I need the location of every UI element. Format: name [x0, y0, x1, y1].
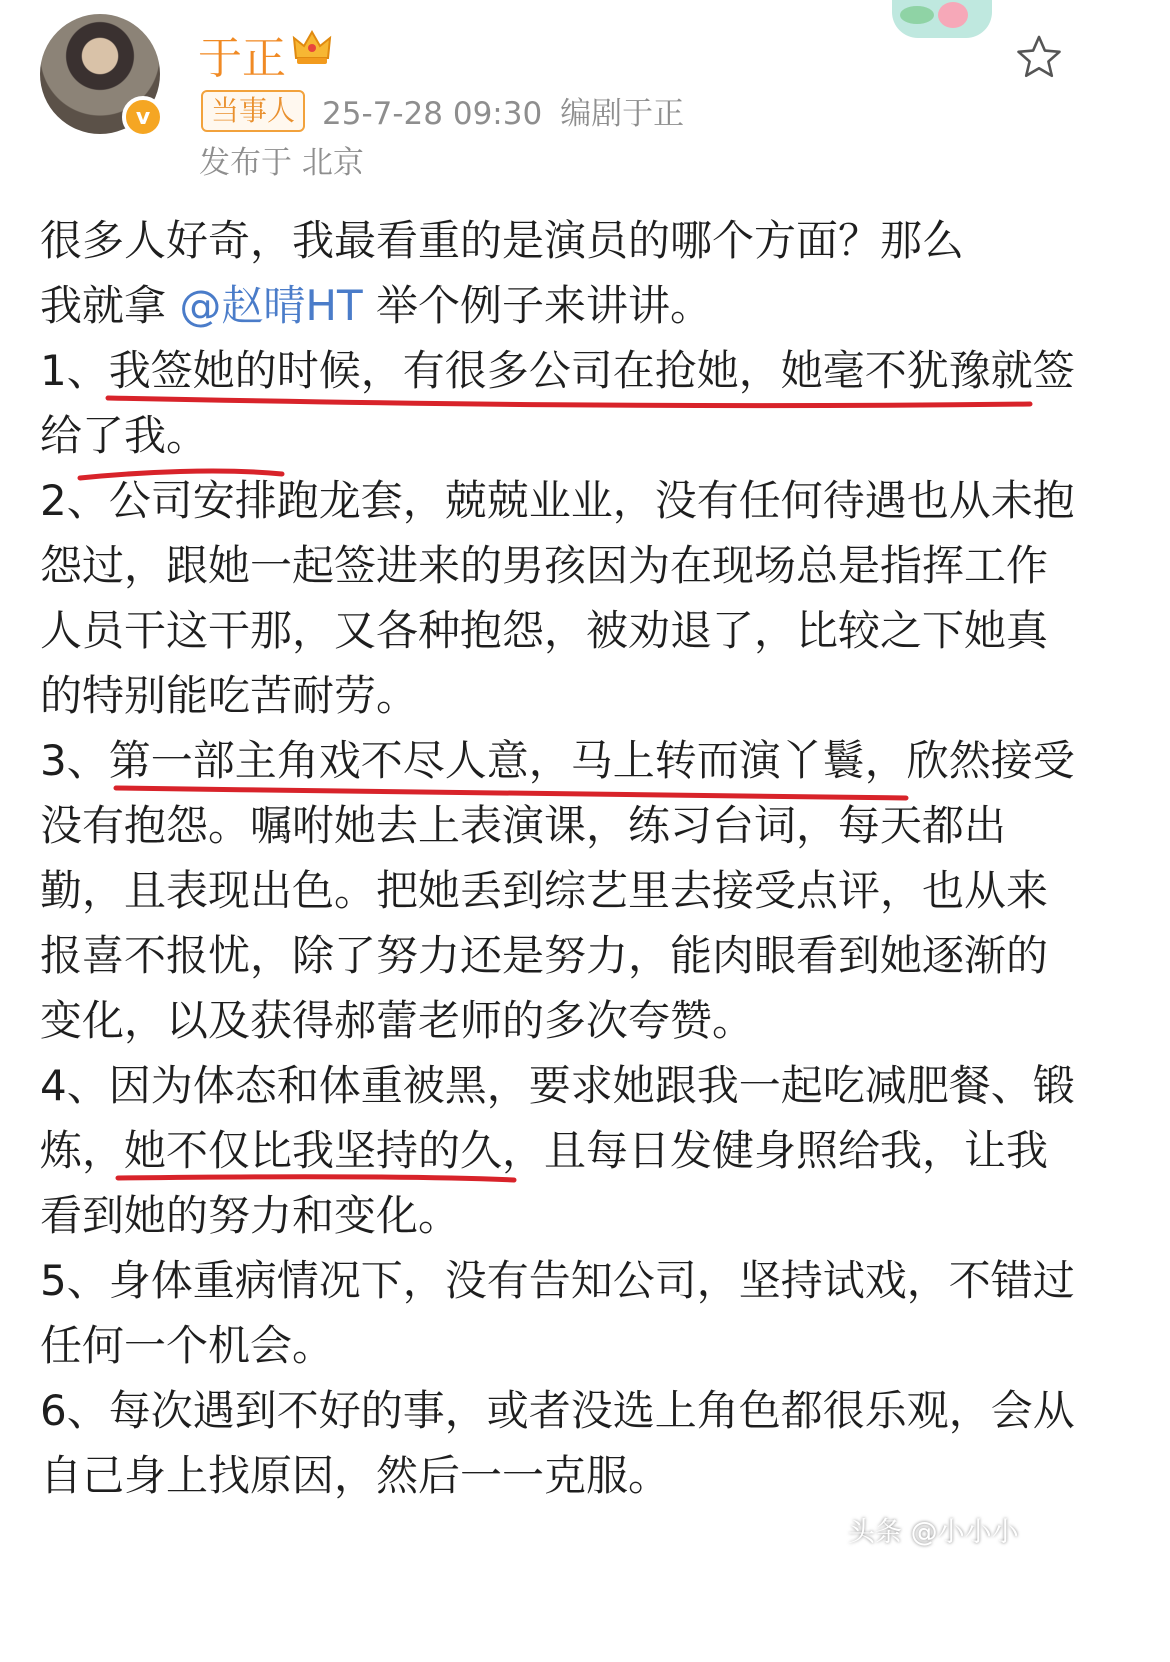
- paragraph-6: 6、每次遇到不好的事，或者没选上角色都很乐观，会从自己身上找原因，然后一一克服。: [40, 1386, 1075, 1500]
- intro-line-1: 很多人好奇，我最看重的是演员的哪个方面？那么: [40, 216, 965, 265]
- paragraph-5: 5、身体重病情况下，没有告知公司，坚持试戏，不错过任何一个机会。: [40, 1256, 1075, 1370]
- favorite-star-icon[interactable]: [1014, 32, 1064, 82]
- paragraph-3: 3、第一部主角戏不尽人意，马上转而演丫鬟，欣然接受没有抱怨。嘱咐她去上表演课，练习台词，每天都出勤，且表现出色。把她丢到综艺里去接受点评，也从来报喜不报忧，除了努力还是努力，能肉眼看到她逐渐的变化，以及获得郝蕾老师的多次夸赞。: [40, 736, 1075, 1045]
- post-source: 编剧于正: [560, 96, 685, 132]
- party-badge: 当事人: [201, 90, 305, 132]
- paragraph-1: 1、我签她的时候，有很多公司在抢她，她毫不犹豫就签给了我。: [40, 346, 1075, 460]
- intro-text: [40, 208, 1080, 338]
- post-location: 发布于 北京: [199, 145, 364, 181]
- paragraph-4: 4、因为体态和体重被黑，要求她跟我一起吃减肥餐、锻炼，她不仅比我坚持的久，且每日发健身照给我，让我看到她的努力和变化。: [40, 1061, 1075, 1240]
- mention-link[interactable]: @赵晴HT: [179, 281, 363, 330]
- intro-line-2-suffix: 举个例子来讲讲。: [362, 281, 712, 330]
- vip-crown-icon: [290, 26, 334, 70]
- paragraph-2: 2、公司安排跑龙套，兢兢业业，没有任何待遇也从未抱怨过，跟她一起签进来的男孩因为在现场总是指挥工作人员干这干那，又各种抱怨，被劝退了，比较之下她真的特别能吃苦耐劳。: [40, 476, 1075, 720]
- post-meta: [322, 88, 684, 133]
- watermark: 头条 @小小小: [848, 1517, 1019, 1548]
- post-body: [40, 208, 1080, 1508]
- intro-line-2-prefix: 我就拿: [40, 281, 180, 330]
- decorative-sticker: [892, 0, 992, 38]
- verified-icon: v: [122, 96, 164, 138]
- post-timestamp: 25-7-28 09:30: [322, 96, 543, 132]
- author-name[interactable]: 于正: [198, 33, 286, 84]
